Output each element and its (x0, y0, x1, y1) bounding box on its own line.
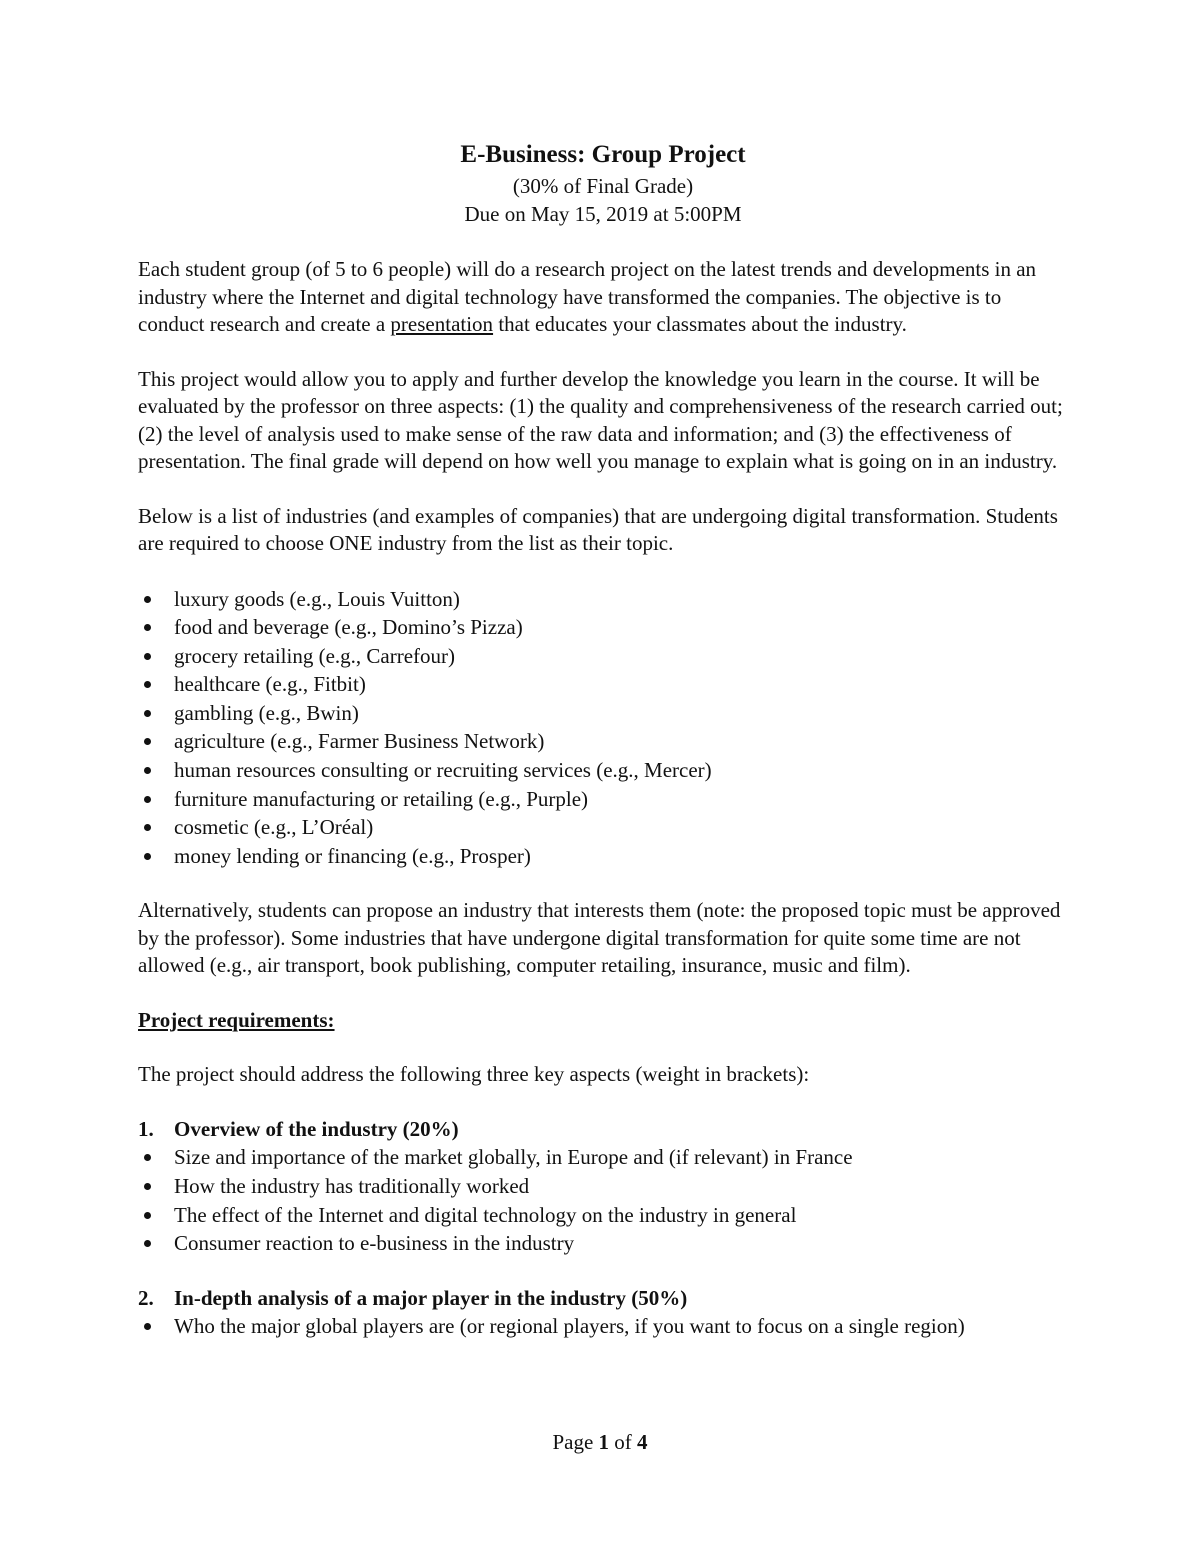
presentation-underlined: presentation (390, 312, 494, 336)
document-body (138, 138, 1068, 1341)
section-2-heading (138, 1285, 1068, 1313)
list-item: food and beverage (e.g., Domino’s Pizza) (138, 613, 1068, 642)
alternative-paragraph: Alternatively, students can propose an industry that interests them (note: the proposed topic must be approved by the professor). Some industries that have undergone digital transformation for quite some time are not allowed (e.g., air transport, book publishing, computer retailing, insurance, music and film). (138, 898, 1061, 978)
list-item: The effect of the Internet and digital technology on the industry in general (138, 1201, 1068, 1230)
list-item: How the industry has traditionally worked (138, 1172, 1068, 1201)
list-item: cosmetic (e.g., L’Oréal) (138, 813, 1068, 842)
page-word: Page (552, 1430, 594, 1454)
section-2-list (138, 1312, 1068, 1341)
document-title: E-Business: Group Project (460, 141, 746, 168)
intro-paragraph-2: This project would allow you to apply and further develop the knowledge you learn in the course. It will be evaluated by the professor on three aspects: (1) the quality and comprehensiveness of the research carried out; (2) the level of analysis used to make sense of the raw data and information; and (3) the effectiveness of presentation. The final grade will depend on how well you manage to explain what is going on in an industry. (138, 366, 1063, 473)
list-item: money lending or financing (e.g., Prosper) (138, 842, 1068, 871)
grade-weight: (30% of Final Grade) (512, 174, 694, 198)
list-item: Consumer reaction to e-business in the industry (138, 1229, 1068, 1258)
section-1-heading (138, 1116, 1068, 1144)
of-word: of (614, 1430, 632, 1454)
list-item: Size and importance of the market globally, in Europe and (if relevant) in France (138, 1143, 1068, 1172)
intro-paragraph-1: Each student group (of 5 to 6 people) will do a research project on the latest trends and developments in an industry where the Internet and digital technology have transformed the companies. The objective is to conduct research and create a presentation that educates your classmates about the industry. (138, 257, 1037, 336)
requirements-intro: The project should address the following three key aspects (weight in brackets): (138, 1062, 810, 1087)
requirements-heading: Project requirements: (138, 1007, 335, 1032)
section-1-list (138, 1143, 1068, 1257)
industry-list (138, 585, 1068, 871)
list-item: Who the major global players are (or regional players, if you want to focus on a single region) (138, 1312, 1068, 1341)
list-item: healthcare (e.g., Fitbit) (138, 670, 1068, 699)
list-item: agriculture (e.g., Farmer Business Network) (138, 727, 1068, 756)
page-total: 4 (637, 1430, 648, 1454)
list-item: human resources consulting or recruiting services (e.g., Mercer) (138, 756, 1068, 785)
section-number: 1. (138, 1116, 154, 1141)
section-title: In-depth analysis of a major player in the industry (50%) (174, 1285, 688, 1310)
list-item: luxury goods (e.g., Louis Vuitton) (138, 585, 1068, 614)
list-item: grocery retailing (e.g., Carrefour) (138, 642, 1068, 671)
list-item: gambling (e.g., Bwin) (138, 699, 1068, 728)
section-title: Overview of the industry (20%) (174, 1116, 459, 1141)
page-number: 1 (598, 1430, 610, 1454)
intro-paragraph-3: Below is a list of industries (and examples of companies) that are undergoing digital transformation. Students are required to choose ONE industry from the list as their topic. (138, 503, 1058, 555)
due-date: Due on May 15, 2019 at 5:00PM (464, 202, 742, 226)
page-footer (0, 1430, 1200, 1455)
section-number: 2. (138, 1285, 154, 1310)
list-item: furniture manufacturing or retailing (e.g., Purple) (138, 785, 1068, 814)
